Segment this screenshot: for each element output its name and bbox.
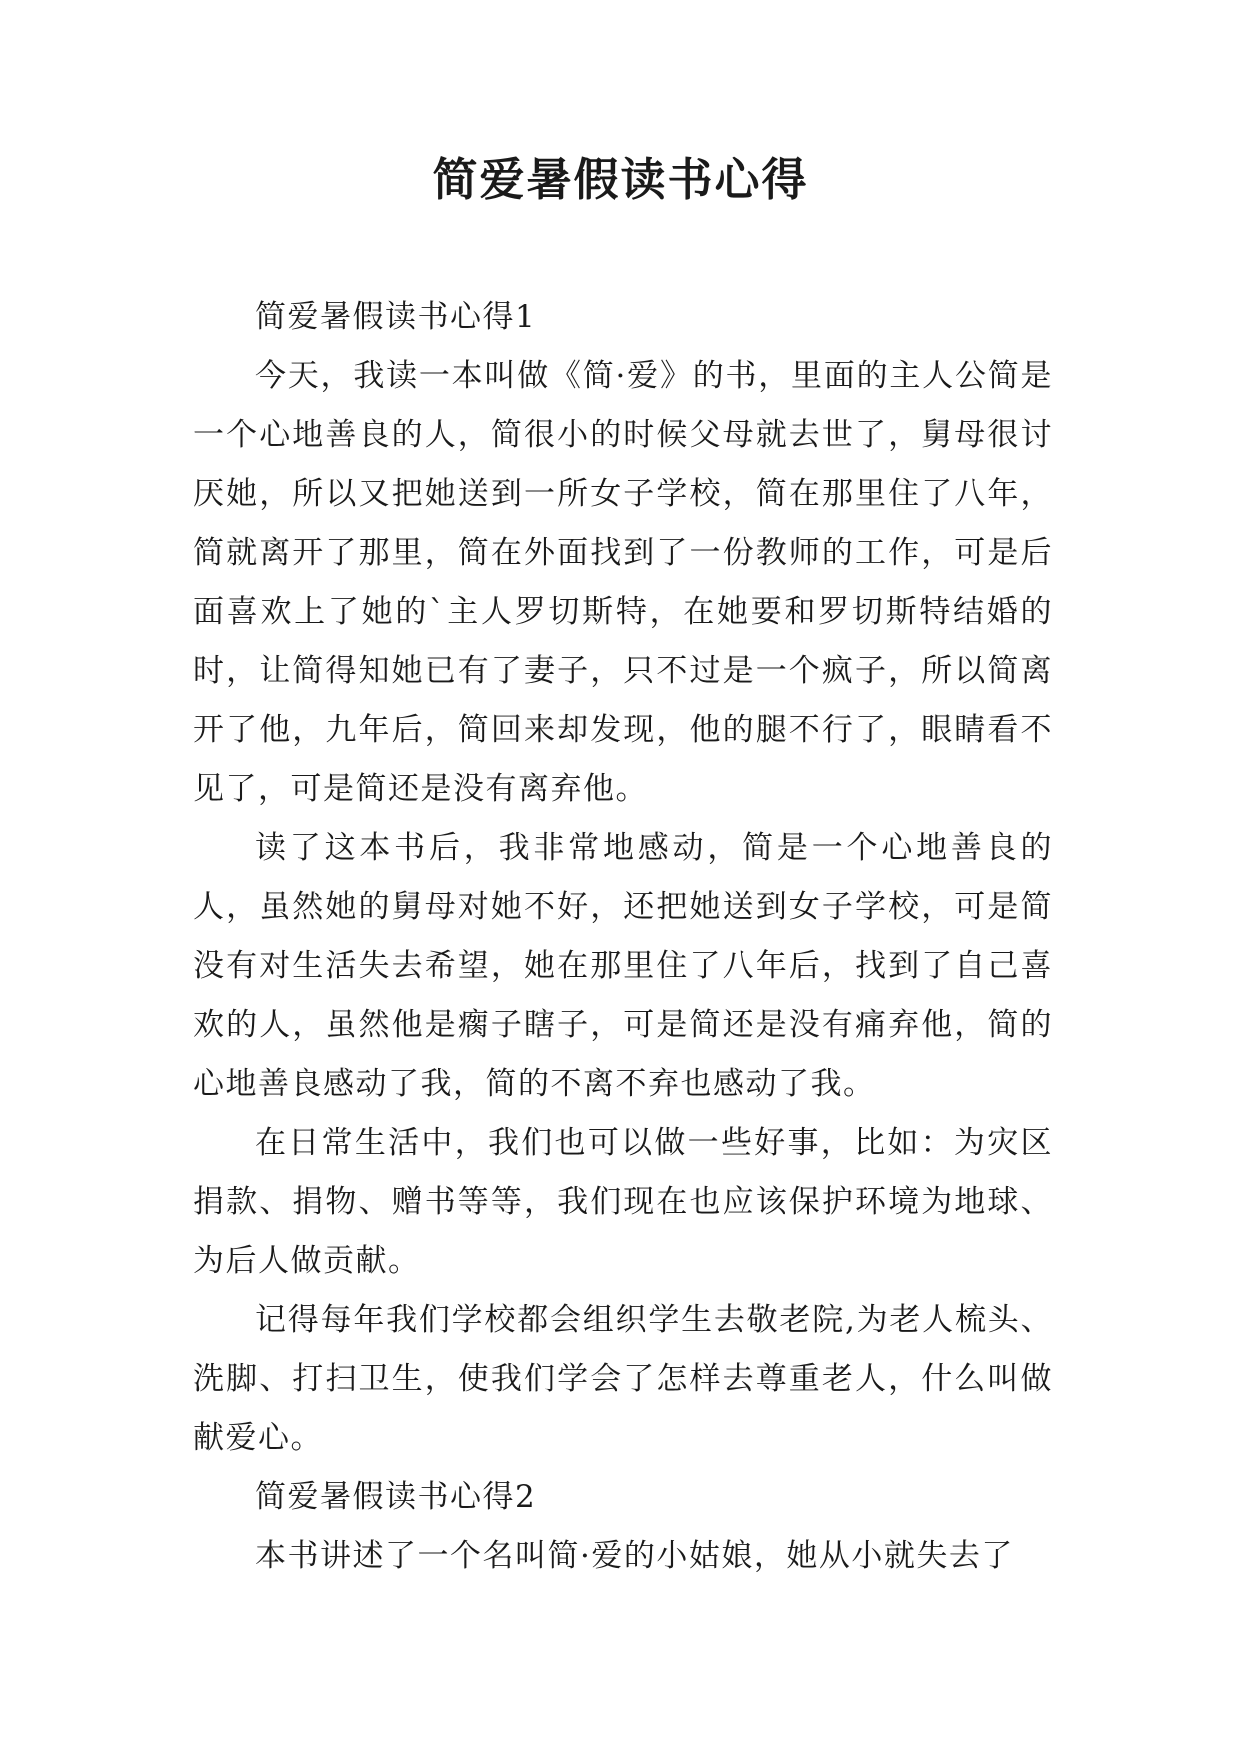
- paragraph-3: 在日常生活中，我们也可以做一些好事，比如：为灾区捐款、捐物、赠书等等，我们现在也应该保护环境为地球、为后人做贡献。: [193, 1125, 1053, 1279]
- paragraph-2: 读了这本书后，我非常地感动，简是一个心地善良的人，虽然她的舅母对她不好，还把她送到女子学校，可是简没有对生活失去希望，她在那里住了八年后，找到了自己喜欢的人，虽然他是瘸子瞎子，可是简还是没有痛弃他，简的心地善良感动了我，简的不离不弃也感动了我。: [193, 830, 1053, 1102]
- section-heading-2: 简爱暑假读书心得2: [255, 1479, 537, 1515]
- paragraph-4: 记得每年我们学校都会组织学生去敬老院,为老人梳头、洗脚、打扫卫生，使我们学会了怎样去尊重老人，什么叫做献爱心。: [193, 1302, 1053, 1456]
- paragraph-5: 本书讲述了一个名叫简·爱的小姑娘，她从小就失去了: [255, 1538, 1014, 1574]
- document-body: [193, 288, 1053, 1586]
- paragraph-1: 今天，我读一本叫做《简·爱》的书，里面的主人公简是一个心地善良的人，简很小的时候父母就去世了，舅母很讨厌她，所以又把她送到一所女子学校，简在那里住了八年，简就离开了那里，简在外面找到了一份教师的工作，可是后面喜欢上了她的`主人罗切斯特，在她要和罗切斯特结婚的时，让简得知她已有了妻子，只不过是一个疯子，所以简离开了他，九年后，简回来却发现，他的腿不行了，眼睛看不见了，可是简还是没有离弃他。: [193, 358, 1053, 807]
- document-title: 简爱暑假读书心得: [432, 153, 809, 206]
- section-heading-1: 简爱暑假读书心得1: [255, 299, 537, 335]
